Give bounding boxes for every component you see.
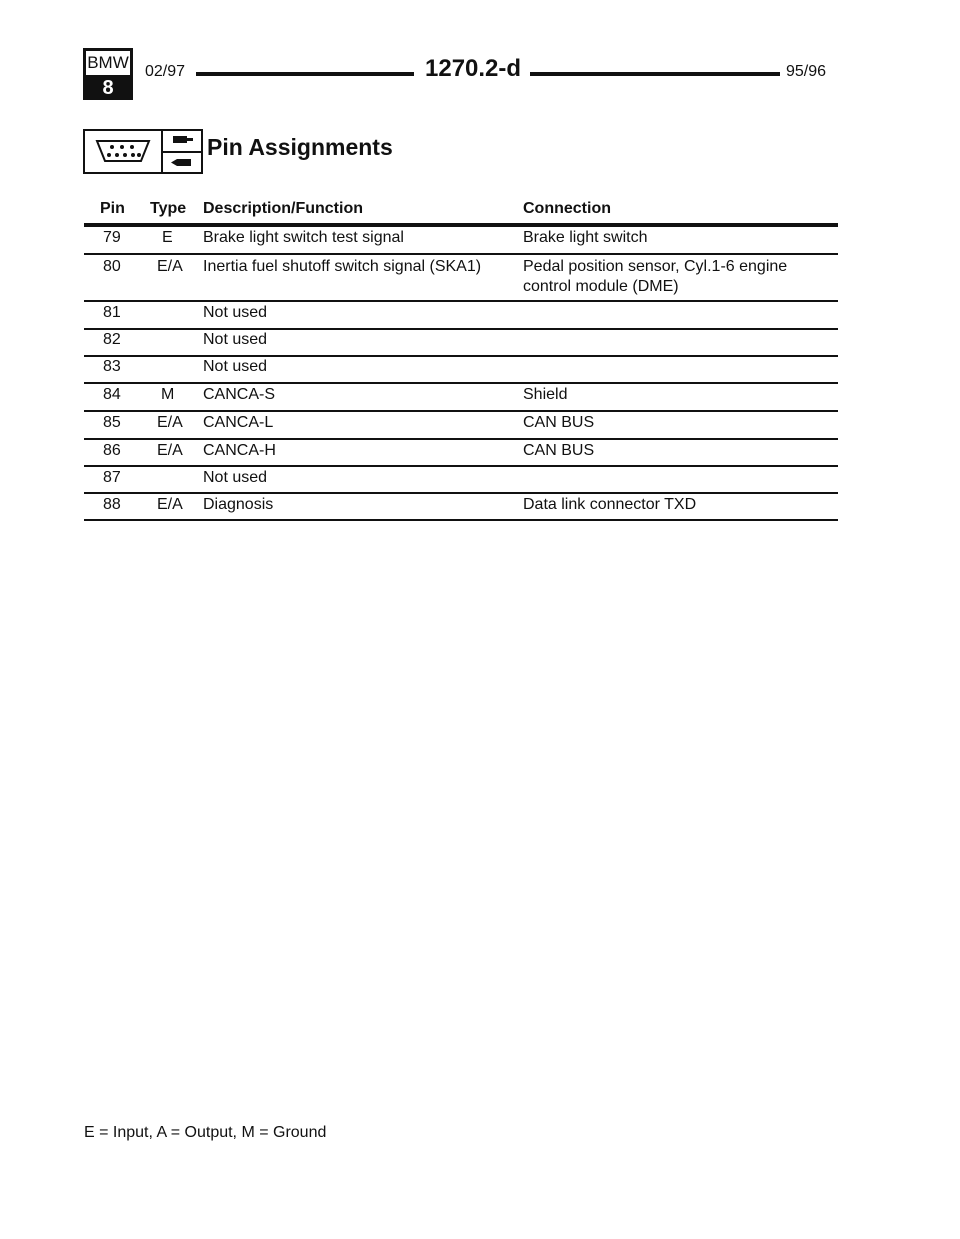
header-divider <box>84 223 838 227</box>
cell-type: M <box>161 386 175 403</box>
col-header-type: Type <box>150 200 187 217</box>
cell-connection: CAN BUS <box>523 414 595 431</box>
cell-description: Not used <box>203 469 268 486</box>
row-divider <box>84 492 838 494</box>
cell-connection: CAN BUS <box>523 442 595 459</box>
table-bottom-rule <box>84 519 838 521</box>
row-divider <box>84 438 838 440</box>
cell-pin: 84 <box>103 386 121 403</box>
type-legend: E = Input, A = Output, M = Ground <box>84 1124 327 1141</box>
cell-description: Not used <box>203 331 268 348</box>
document-number: 1270.2-d <box>425 55 522 82</box>
cell-pin: 87 <box>103 469 121 486</box>
header-model-year: 95/96 <box>786 63 827 80</box>
cell-pin: 80 <box>103 258 121 275</box>
section-title: Pin Assignments <box>207 134 393 160</box>
col-header-connection: Connection <box>523 200 611 217</box>
cell-pin: 79 <box>103 229 121 246</box>
cell-connection: Shield <box>523 386 568 403</box>
row-divider <box>84 465 838 467</box>
logo-top-text: BMW <box>86 51 130 78</box>
row-divider <box>84 300 838 302</box>
cell-description: Brake light switch test signal <box>203 229 404 246</box>
cell-description: Inertia fuel shutoff switch signal (SKA1) <box>203 258 482 275</box>
cell-type: E/A <box>157 442 183 459</box>
bmw-8-logo <box>83 48 133 100</box>
cell-pin: 82 <box>103 331 121 348</box>
connector-icon <box>83 129 203 174</box>
cell-connection: Pedal position sensor, Cyl.1-6 engine <box>523 258 788 275</box>
header-rule-left <box>196 72 414 76</box>
cell-type: E/A <box>157 496 183 513</box>
row-divider <box>84 382 838 384</box>
cell-type: E/A <box>157 258 183 275</box>
cell-pin: 81 <box>103 304 121 321</box>
cell-pin: 85 <box>103 414 121 431</box>
header-rule-right <box>530 72 780 76</box>
row-divider <box>84 355 838 357</box>
cell-description: Not used <box>203 304 268 321</box>
cell-type: E <box>162 229 173 246</box>
cell-pin: 88 <box>103 496 121 513</box>
row-divider <box>84 253 838 255</box>
cell-pin: 86 <box>103 442 121 459</box>
cell-type: E/A <box>157 414 183 431</box>
cell-connection-line2: control module (DME) <box>523 278 679 295</box>
pin-direction-icon <box>163 131 201 172</box>
cell-connection: Brake light switch <box>523 229 648 246</box>
cell-description: CANCA-L <box>203 414 274 431</box>
cell-description: Not used <box>203 358 268 375</box>
row-divider <box>84 328 838 330</box>
cell-pin: 83 <box>103 358 121 375</box>
cell-connection: Data link connector TXD <box>523 496 697 513</box>
cell-description: Diagnosis <box>203 496 274 513</box>
cell-description: CANCA-H <box>203 442 276 459</box>
cell-description: CANCA-S <box>203 386 276 403</box>
header-date: 02/97 <box>145 63 186 80</box>
logo-bottom-text: 8 <box>86 78 130 97</box>
col-header-description: Description/Function <box>203 200 363 217</box>
d-sub-connector-icon <box>85 131 161 172</box>
col-header-pin: Pin <box>100 200 125 217</box>
row-divider <box>84 410 838 412</box>
